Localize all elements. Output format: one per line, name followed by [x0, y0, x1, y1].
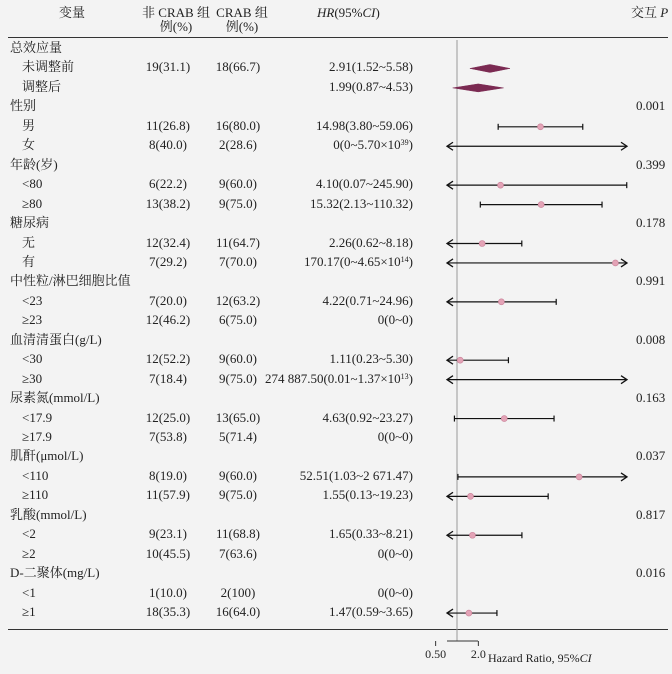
- header-interaction-p-letter: P: [660, 5, 669, 20]
- x-axis-title-ci: CI: [579, 651, 592, 665]
- interaction-p-value: 0.991: [636, 273, 666, 289]
- group-label: 糖尿病: [10, 215, 50, 231]
- group-label: 性别: [10, 98, 37, 114]
- crab-count: 16(80.0): [215, 117, 261, 133]
- non-crab-count: 19(31.1): [145, 59, 191, 75]
- hr-ci-value: [378, 586, 413, 600]
- hr-point: [576, 474, 582, 480]
- hr-ci-text: 52.51(1.03~2 671.47): [299, 467, 413, 483]
- hr-ci-value: [329, 527, 413, 541]
- subgroup-label: <17.9: [22, 409, 53, 425]
- x-axis-tick-label: 0.50: [425, 647, 447, 661]
- non-crab-count: 12(52.2): [145, 351, 191, 367]
- hr-ci-text: 1.99(0.87~4.53): [329, 78, 413, 94]
- header-non-crab-line1: 非 CRAB 组: [142, 5, 210, 20]
- crab-count: 7(63.6): [219, 545, 257, 561]
- subgroup-label: 有: [22, 253, 36, 269]
- crab-count: 9(75.0): [219, 487, 257, 503]
- hr-ci-value: [304, 255, 413, 269]
- hr-point: [498, 182, 504, 188]
- subgroup-label: ≥1: [22, 604, 36, 620]
- hr-ci-value: [329, 80, 413, 94]
- crab-count: 5(71.4): [219, 429, 257, 444]
- subgroup-label: ≥17.9: [22, 429, 52, 444]
- crab-count: 9(75.0): [219, 370, 257, 386]
- group-label: 乳酸(mmol/L): [10, 506, 87, 522]
- subgroup-label: 调整后: [22, 78, 62, 94]
- header-hr-label: HR: [317, 5, 335, 20]
- interaction-p-value: 0.163: [636, 390, 666, 406]
- interaction-p-value: 0.399: [636, 156, 666, 172]
- crab-count: 9(60.0): [219, 176, 257, 192]
- group-label: 中性粒/淋巴细胞比值: [10, 273, 131, 289]
- hr-ci-value: [316, 119, 413, 133]
- hr-ci-text: 170.17(0~4.65×10: [303, 253, 401, 269]
- hr-ci-value: [378, 313, 413, 327]
- subgroup-label: <30: [22, 351, 43, 367]
- interaction-p-value: 0.001: [636, 98, 666, 114]
- hr-ci-value: [300, 469, 413, 483]
- subgroup-label: <2: [22, 526, 36, 542]
- hr-ci-text: 2.91(1.52~5.58): [329, 59, 413, 75]
- crab-count: 18(66.7): [215, 59, 261, 75]
- subgroup-label: <110: [22, 467, 49, 483]
- non-crab-count: 8(19.0): [149, 467, 187, 483]
- hr-ci-value: [329, 605, 413, 619]
- hr-ci-text: 2.26(0.62~8.18): [329, 234, 413, 250]
- hr-ci-value: [329, 60, 413, 74]
- crab-count: 16(64.0): [215, 604, 261, 620]
- hr-point: [612, 260, 618, 266]
- summary-diamond: [470, 64, 510, 72]
- non-crab-count: 7(29.2): [149, 253, 187, 269]
- hr-ci-value: [330, 352, 413, 366]
- hr-ci-value: [316, 177, 413, 191]
- hr-ci-text: 4.22(0.71~24.96): [322, 292, 413, 308]
- subgroup-label: <1: [22, 584, 36, 600]
- hr-point: [498, 299, 504, 305]
- hr-ci-text: 4.10(0.07~245.90): [316, 176, 413, 192]
- non-crab-count: 12(25.0): [145, 409, 191, 425]
- hr-ci-text: 1.47(0.59~3.65): [329, 604, 413, 620]
- interaction-p-value: 0.817: [636, 506, 666, 522]
- interaction-p-value: 0.016: [636, 565, 666, 581]
- hr-ci-close: ): [408, 370, 413, 386]
- subgroup-label: ≥110: [22, 487, 49, 503]
- crab-count: 6(75.0): [219, 312, 257, 328]
- non-crab-count: 12(32.4): [145, 234, 191, 250]
- subgroup-label: ≥80: [22, 195, 43, 211]
- header-hr-open: (95%: [334, 5, 363, 20]
- non-crab-count: 13(38.2): [145, 195, 191, 211]
- hr-ci-text: 4.63(0.92~23.27): [322, 409, 413, 425]
- subgroup-label: ≥23: [22, 312, 43, 328]
- non-crab-count: 7(18.4): [149, 370, 187, 386]
- hr-point: [466, 610, 472, 616]
- header-hr-ci: CI: [362, 5, 376, 20]
- crab-count: 13(65.0): [215, 409, 261, 425]
- hr-ci-text: 1.65(0.33~8.21): [329, 526, 413, 542]
- hr-ci-text: 14.98(3.80~59.06): [316, 117, 413, 133]
- crab-count: 9(60.0): [219, 467, 257, 483]
- subgroup-label: 无: [22, 234, 36, 250]
- x-axis-title: [488, 651, 593, 665]
- x-axis-tick-label: 2.0: [470, 647, 486, 661]
- subgroup-label: ≥2: [22, 545, 36, 561]
- non-crab-count: 6(22.2): [149, 176, 187, 192]
- non-crab-count: 7(20.0): [149, 292, 187, 308]
- group-label: D-二聚体(mg/L): [10, 565, 100, 581]
- group-label: 血清清蛋白(g/L): [10, 331, 102, 347]
- crab-count: 9(75.0): [219, 195, 257, 211]
- crab-count: 2(28.6): [219, 137, 257, 153]
- hr-ci-value: [323, 488, 413, 502]
- hr-point: [469, 532, 475, 538]
- hr-ci-value: [333, 138, 413, 152]
- hr-ci-text: 0(0~0): [377, 584, 413, 600]
- interaction-p-value: 0.037: [636, 448, 666, 464]
- hr-ci-value: [329, 236, 413, 250]
- interaction-p-value: 0.178: [636, 215, 666, 231]
- non-crab-count: 11(26.8): [146, 117, 190, 133]
- x-axis-title-text: Hazard Ratio, 95%: [488, 651, 580, 665]
- crab-count: 7(70.0): [219, 253, 257, 269]
- hr-ci-text: 0(0~0): [377, 312, 413, 328]
- crab-count: 2(100): [220, 584, 256, 600]
- hr-ci-close: ): [408, 253, 413, 269]
- hr-ci-value: [378, 547, 413, 561]
- hr-ci-text: 1.55(0.13~19.23): [322, 487, 413, 503]
- non-crab-count: 1(10.0): [149, 584, 187, 600]
- header-crab-line1: CRAB 组: [216, 5, 268, 20]
- subgroup-label: 男: [22, 117, 36, 133]
- hr-ci-text: 15.32(2.13~110.32): [310, 195, 413, 211]
- subgroup-label: <23: [22, 292, 43, 308]
- hr-ci-close: ): [408, 137, 413, 153]
- crab-count: 11(68.8): [216, 526, 260, 542]
- group-label: 尿素氮(mmol/L): [10, 390, 100, 406]
- subgroup-label: <80: [22, 176, 43, 192]
- hr-point: [538, 202, 544, 208]
- group-label: 肌酐(μmol/L): [10, 448, 84, 464]
- hr-ci-exponent: 39: [400, 138, 409, 148]
- crab-count: 12(63.2): [215, 292, 261, 308]
- crab-count: 9(60.0): [219, 351, 257, 367]
- header-interaction-label: 交互: [631, 5, 658, 20]
- group-label: 年龄(岁): [10, 156, 58, 172]
- hr-ci-value: [323, 411, 413, 425]
- hr-point: [457, 357, 463, 363]
- hr-point: [468, 493, 474, 499]
- hr-point: [479, 241, 485, 247]
- subgroup-label: 未调整前: [22, 59, 75, 75]
- header-non-crab-line2: 例(%): [159, 19, 193, 34]
- non-crab-count: 11(57.9): [146, 487, 190, 503]
- hr-ci-text: 1.11(0.23~5.30): [329, 351, 413, 367]
- hr-ci-exponent: 13: [400, 371, 409, 381]
- hr-point: [537, 124, 543, 130]
- hr-ci-text: 0(0~5.70×10: [333, 137, 401, 153]
- non-crab-count: 9(23.1): [149, 526, 187, 542]
- hr-ci-value: [310, 197, 413, 211]
- non-crab-count: 8(40.0): [149, 137, 187, 153]
- hr-ci-exponent: 14: [400, 254, 409, 264]
- hr-ci-value: [378, 430, 413, 444]
- non-crab-count: 18(35.3): [145, 604, 191, 620]
- hr-ci-value: [323, 294, 413, 308]
- interaction-p-value: 0.008: [636, 331, 666, 347]
- header-crab-line2: 例(%): [225, 19, 259, 34]
- header-variable: 变量: [59, 5, 86, 20]
- subgroup-label: 女: [22, 137, 36, 153]
- summary-diamond: [453, 84, 504, 92]
- non-crab-count: 7(53.8): [149, 429, 187, 444]
- header-hr-close: ): [375, 5, 380, 20]
- hr-ci-value: [265, 372, 413, 386]
- non-crab-count: 12(46.2): [145, 312, 191, 328]
- hr-point: [501, 416, 507, 422]
- hr-ci-text: 0(0~0): [377, 545, 413, 561]
- hr-ci-text: 274 887.50(0.01~1.37×10: [264, 370, 401, 386]
- crab-count: 11(64.7): [216, 234, 260, 250]
- subgroup-label: ≥30: [22, 370, 43, 386]
- hr-ci-text: 0(0~0): [377, 429, 413, 444]
- non-crab-count: 10(45.5): [145, 545, 191, 561]
- group-label: 总效应量: [10, 40, 63, 55]
